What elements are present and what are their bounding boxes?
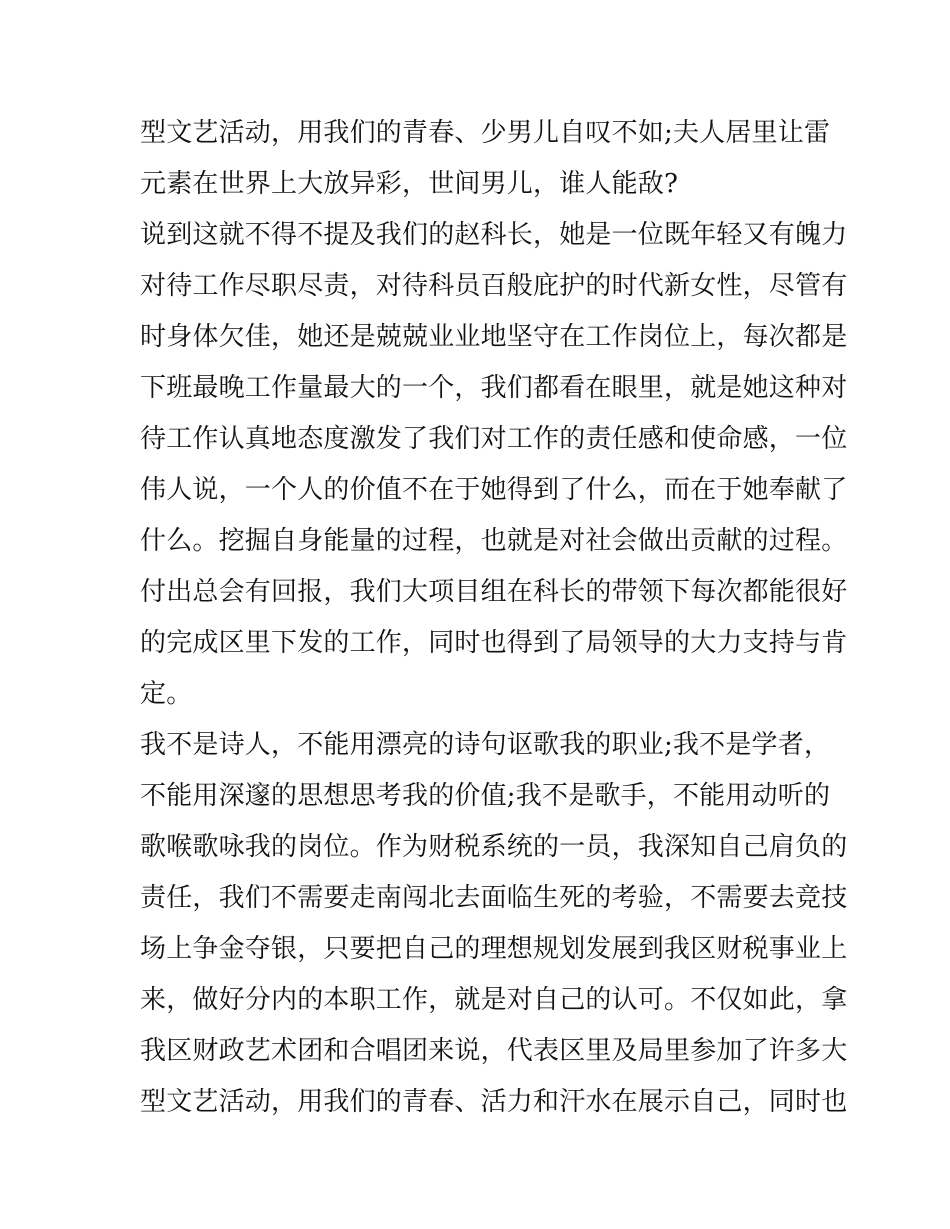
text-line: 元素在世界上大放异彩，世间男儿，谁人能敌?: [140, 169, 679, 199]
text-line: 对待工作尽职尽责，对待科员百般庇护的时代新女性，尽管有: [140, 271, 848, 301]
text-line: 场上争金夺银，只要把自己的理想规划发展到我区财税事业上: [140, 934, 848, 964]
text-line: 型文艺活动，用我们的青春、活力和汗水在展示自己，同时也: [140, 1087, 848, 1117]
text-line: 待工作认真地态度激发了我们对工作的责任感和使命感，一位: [140, 424, 848, 454]
text-line: 定。: [140, 679, 193, 709]
text-line: 什么。挖掘自身能量的过程，也就是对社会做出贡献的过程。: [140, 526, 848, 556]
text-line: 伟人说，一个人的价值不在于她得到了什么，而在于她奉献了: [140, 475, 848, 505]
text-line: 时身体欠佳，她还是兢兢业业地坚守在工作岗位上，每次都是: [140, 322, 848, 352]
text-line: 不能用深邃的思想思考我的价值;我不是歌手，不能用动听的: [140, 781, 831, 811]
body-text: [140, 108, 848, 1128]
text-line: 说到这就不得不提及我们的赵科长，她是一位既年轻又有魄力: [140, 220, 848, 250]
text-line: 来，做好分内的本职工作，就是对自己的认可。不仅如此，拿: [140, 985, 848, 1015]
text-line: 型文艺活动，用我们的青春、少男儿自叹不如;夫人居里让雷: [140, 118, 831, 148]
text-line: 的完成区里下发的工作，同时也得到了局领导的大力支持与肯: [140, 628, 848, 658]
text-line: 付出总会有回报，我们大项目组在科长的带领下每次都能很好: [140, 577, 848, 607]
text-line: 下班最晚工作量最大的一个，我们都看在眼里，就是她这种对: [140, 373, 848, 403]
text-line: 歌喉歌咏我的岗位。作为财税系统的一员，我深知自己肩负的: [140, 832, 848, 862]
text-line: 我区财政艺术团和合唱团来说，代表区里及局里参加了许多大: [140, 1036, 848, 1066]
text-line: 责任，我们不需要走南闯北去面临生死的考验，不需要去竞技: [140, 883, 848, 913]
text-line: 我不是诗人，不能用漂亮的诗句讴歌我的职业;我不是学者，: [140, 730, 831, 760]
